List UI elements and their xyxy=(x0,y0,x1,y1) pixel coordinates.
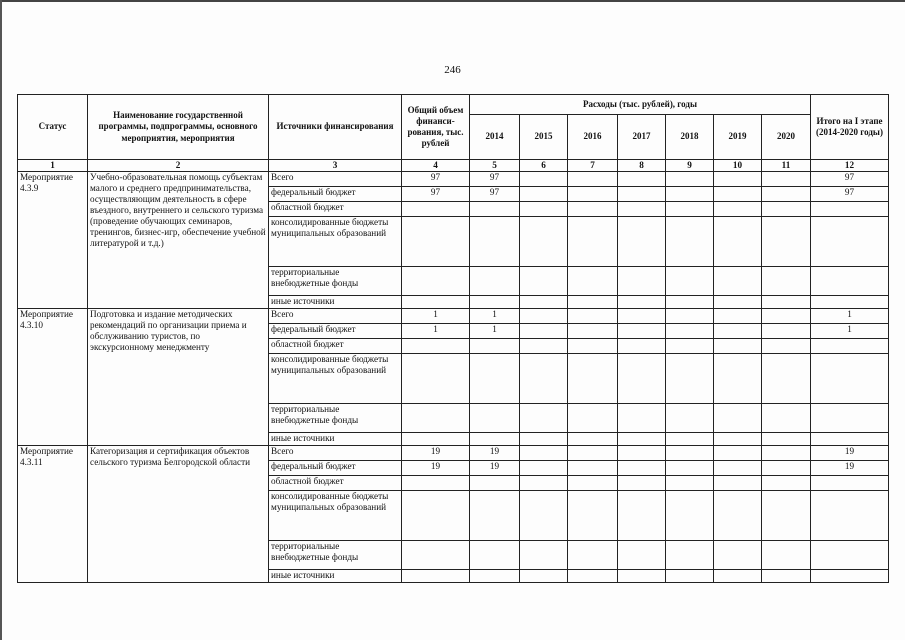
empty-year-cell xyxy=(568,476,618,491)
funding-source: Всего xyxy=(269,309,402,324)
empty-year-cell xyxy=(568,267,618,296)
year-2014-value xyxy=(470,339,520,354)
header-name: Наименование государственной программы, подпрограммы, основного мероприятия, мероприятия xyxy=(88,95,269,160)
empty-year-cell xyxy=(666,202,714,217)
empty-year-cell xyxy=(520,217,568,267)
column-number: 3 xyxy=(269,160,402,172)
stage-total-value xyxy=(811,433,889,446)
funding-source: консолидированные бюджеты муниципальных образований xyxy=(269,354,402,404)
total-value xyxy=(402,296,470,309)
funding-source: иные источники xyxy=(269,296,402,309)
empty-year-cell xyxy=(520,433,568,446)
empty-year-cell xyxy=(618,324,666,339)
event-name: Категоризация и сертификация объектов сельского туризма Белгородской области xyxy=(88,446,269,583)
year-2014-value xyxy=(470,570,520,583)
empty-year-cell xyxy=(520,476,568,491)
table-body xyxy=(18,172,889,583)
empty-year-cell xyxy=(568,570,618,583)
empty-year-cell xyxy=(762,354,811,404)
table-row xyxy=(18,309,889,324)
empty-year-cell xyxy=(714,339,762,354)
stage-total-value xyxy=(811,354,889,404)
empty-year-cell xyxy=(762,570,811,583)
stage-total-value: 19 xyxy=(811,446,889,461)
year-2014-value xyxy=(470,202,520,217)
total-value: 97 xyxy=(402,187,470,202)
empty-year-cell xyxy=(568,296,618,309)
empty-year-cell xyxy=(762,446,811,461)
column-numbers-row xyxy=(18,160,889,172)
empty-year-cell xyxy=(762,296,811,309)
empty-year-cell xyxy=(520,202,568,217)
year-2014-value: 1 xyxy=(470,324,520,339)
empty-year-cell xyxy=(520,339,568,354)
empty-year-cell xyxy=(618,570,666,583)
empty-year-cell xyxy=(666,217,714,267)
total-value xyxy=(402,476,470,491)
header-sources: Источники финансирования xyxy=(269,95,402,160)
empty-year-cell xyxy=(714,324,762,339)
funding-source: иные источники xyxy=(269,570,402,583)
empty-year-cell xyxy=(618,433,666,446)
empty-year-cell xyxy=(666,541,714,570)
empty-year-cell xyxy=(714,570,762,583)
year-2014-value: 1 xyxy=(470,309,520,324)
empty-year-cell xyxy=(666,476,714,491)
empty-year-cell xyxy=(520,461,568,476)
stage-total-value xyxy=(811,541,889,570)
empty-year-cell xyxy=(762,267,811,296)
empty-year-cell xyxy=(714,461,762,476)
empty-year-cell xyxy=(568,491,618,541)
empty-year-cell xyxy=(618,541,666,570)
funding-source: федеральный бюджет xyxy=(269,461,402,476)
empty-year-cell xyxy=(618,404,666,433)
empty-year-cell xyxy=(666,324,714,339)
empty-year-cell xyxy=(762,404,811,433)
empty-year-cell xyxy=(714,476,762,491)
year-2014-value: 19 xyxy=(470,461,520,476)
total-value xyxy=(402,354,470,404)
empty-year-cell xyxy=(714,541,762,570)
page-number: 246 xyxy=(444,64,461,76)
empty-year-cell xyxy=(618,267,666,296)
empty-year-cell xyxy=(666,354,714,404)
empty-year-cell xyxy=(618,461,666,476)
header-expenses: Расходы (тыс. рублей), годы xyxy=(470,95,811,115)
stage-total-value xyxy=(811,570,889,583)
empty-year-cell xyxy=(618,491,666,541)
empty-year-cell xyxy=(666,339,714,354)
header-year: 2016 xyxy=(568,115,618,160)
empty-year-cell xyxy=(520,354,568,404)
empty-year-cell xyxy=(618,296,666,309)
funding-source: консолидированные бюджеты муниципальных образований xyxy=(269,217,402,267)
total-value: 19 xyxy=(402,446,470,461)
empty-year-cell xyxy=(666,404,714,433)
empty-year-cell xyxy=(666,491,714,541)
empty-year-cell xyxy=(568,461,618,476)
funding-source: территориальные внебюджетные фонды xyxy=(269,267,402,296)
empty-year-cell xyxy=(520,267,568,296)
stage-total-value xyxy=(811,202,889,217)
empty-year-cell xyxy=(520,309,568,324)
empty-year-cell xyxy=(714,404,762,433)
column-number: 12 xyxy=(811,160,889,172)
empty-year-cell xyxy=(618,202,666,217)
header-year: 2019 xyxy=(714,115,762,160)
empty-year-cell xyxy=(714,172,762,187)
stage-total-value xyxy=(811,296,889,309)
column-number: 11 xyxy=(762,160,811,172)
column-number: 10 xyxy=(714,160,762,172)
year-2014-value xyxy=(470,217,520,267)
event-status: Мероприятие 4.3.11 xyxy=(18,446,88,583)
column-number: 8 xyxy=(618,160,666,172)
column-number: 4 xyxy=(402,160,470,172)
empty-year-cell xyxy=(618,187,666,202)
header-year: 2020 xyxy=(762,115,811,160)
total-value xyxy=(402,491,470,541)
empty-year-cell xyxy=(520,446,568,461)
year-2014-value xyxy=(470,541,520,570)
total-value xyxy=(402,202,470,217)
funding-source: областной бюджет xyxy=(269,202,402,217)
event-name: Подготовка и издание методических рекомендаций по организации приема и обслуживанию туристов, по экскурсионному менеджменту xyxy=(88,309,269,446)
empty-year-cell xyxy=(762,202,811,217)
empty-year-cell xyxy=(520,491,568,541)
funding-source: консолидированные бюджеты муниципальных образований xyxy=(269,491,402,541)
empty-year-cell xyxy=(714,296,762,309)
stage-total-value xyxy=(811,491,889,541)
empty-year-cell xyxy=(568,202,618,217)
total-value xyxy=(402,541,470,570)
empty-year-cell xyxy=(714,433,762,446)
empty-year-cell xyxy=(618,354,666,404)
empty-year-cell xyxy=(568,217,618,267)
stage-total-value: 97 xyxy=(811,187,889,202)
year-2014-value xyxy=(470,476,520,491)
empty-year-cell xyxy=(666,187,714,202)
year-2014-value xyxy=(470,296,520,309)
empty-year-cell xyxy=(762,309,811,324)
funding-source: территориальные внебюджетные фонды xyxy=(269,541,402,570)
total-value: 97 xyxy=(402,172,470,187)
stage-total-value xyxy=(811,217,889,267)
empty-year-cell xyxy=(762,476,811,491)
header-year: 2014 xyxy=(470,115,520,160)
empty-year-cell xyxy=(762,491,811,541)
empty-year-cell xyxy=(568,309,618,324)
total-value xyxy=(402,217,470,267)
year-2014-value: 97 xyxy=(470,172,520,187)
funding-source: федеральный бюджет xyxy=(269,324,402,339)
empty-year-cell xyxy=(714,446,762,461)
event-name: Учебно-образовательная помощь субъектам малого и среднего предпринимательства, осуществляющим деятельность в сфере въездного, внутреннего и сельского туризма (проведение обучающих семинаров, тренингов, бизнес-игр, обеспечение учебной литературой и т.д.) xyxy=(88,172,269,309)
table-header xyxy=(18,95,889,172)
header-year: 2018 xyxy=(666,115,714,160)
header-stage-total: Итого на I этапе (2014-2020 годы) xyxy=(811,95,889,160)
empty-year-cell xyxy=(762,339,811,354)
year-2014-value: 97 xyxy=(470,187,520,202)
funding-source: Всего xyxy=(269,172,402,187)
year-2014-value xyxy=(470,354,520,404)
empty-year-cell xyxy=(520,404,568,433)
empty-year-cell xyxy=(568,446,618,461)
event-status: Мероприятие 4.3.9 xyxy=(18,172,88,309)
header-status: Статус xyxy=(18,95,88,160)
empty-year-cell xyxy=(520,570,568,583)
year-2014-value: 19 xyxy=(470,446,520,461)
stage-total-value: 1 xyxy=(811,324,889,339)
empty-year-cell xyxy=(762,217,811,267)
empty-year-cell xyxy=(762,187,811,202)
empty-year-cell xyxy=(618,339,666,354)
empty-year-cell xyxy=(568,187,618,202)
empty-year-cell xyxy=(618,446,666,461)
empty-year-cell xyxy=(762,461,811,476)
empty-year-cell xyxy=(520,187,568,202)
empty-year-cell xyxy=(666,267,714,296)
column-number: 9 xyxy=(666,160,714,172)
expenses-table xyxy=(17,94,889,583)
funding-source: областной бюджет xyxy=(269,476,402,491)
empty-year-cell xyxy=(568,433,618,446)
header-total: Общий объем финанси-рования, тыс. рублей xyxy=(402,95,470,160)
empty-year-cell xyxy=(666,433,714,446)
stage-total-value xyxy=(811,339,889,354)
empty-year-cell xyxy=(666,309,714,324)
total-value xyxy=(402,267,470,296)
total-value: 19 xyxy=(402,461,470,476)
empty-year-cell xyxy=(666,172,714,187)
empty-year-cell xyxy=(762,324,811,339)
empty-year-cell xyxy=(568,354,618,404)
empty-year-cell xyxy=(520,541,568,570)
empty-year-cell xyxy=(520,172,568,187)
funding-source: территориальные внебюджетные фонды xyxy=(269,404,402,433)
header-year: 2017 xyxy=(618,115,666,160)
stage-total-value: 97 xyxy=(811,172,889,187)
funding-source: Всего xyxy=(269,446,402,461)
empty-year-cell xyxy=(618,476,666,491)
empty-year-cell xyxy=(618,309,666,324)
year-2014-value xyxy=(470,404,520,433)
empty-year-cell xyxy=(520,296,568,309)
empty-year-cell xyxy=(666,570,714,583)
empty-year-cell xyxy=(618,172,666,187)
total-value xyxy=(402,339,470,354)
year-2014-value xyxy=(470,267,520,296)
empty-year-cell xyxy=(714,267,762,296)
column-number: 6 xyxy=(520,160,568,172)
table-row xyxy=(18,172,889,187)
empty-year-cell xyxy=(762,172,811,187)
empty-year-cell xyxy=(714,202,762,217)
total-value xyxy=(402,570,470,583)
empty-year-cell xyxy=(618,217,666,267)
stage-total-value: 1 xyxy=(811,309,889,324)
year-2014-value xyxy=(470,491,520,541)
stage-total-value: 19 xyxy=(811,461,889,476)
header-year: 2015 xyxy=(520,115,568,160)
empty-year-cell xyxy=(714,354,762,404)
funding-source: иные источники xyxy=(269,433,402,446)
empty-year-cell xyxy=(714,309,762,324)
stage-total-value xyxy=(811,404,889,433)
column-number: 1 xyxy=(18,160,88,172)
stage-total-value xyxy=(811,476,889,491)
empty-year-cell xyxy=(568,339,618,354)
empty-year-cell xyxy=(714,217,762,267)
year-2014-value xyxy=(470,433,520,446)
empty-year-cell xyxy=(666,296,714,309)
event-status: Мероприятие 4.3.10 xyxy=(18,309,88,446)
total-value xyxy=(402,433,470,446)
empty-year-cell xyxy=(568,172,618,187)
table-row xyxy=(18,446,889,461)
empty-year-cell xyxy=(568,404,618,433)
funding-source: областной бюджет xyxy=(269,339,402,354)
empty-year-cell xyxy=(714,491,762,541)
empty-year-cell xyxy=(762,541,811,570)
total-value: 1 xyxy=(402,324,470,339)
empty-year-cell xyxy=(714,187,762,202)
column-number: 5 xyxy=(470,160,520,172)
empty-year-cell xyxy=(520,324,568,339)
empty-year-cell xyxy=(666,461,714,476)
empty-year-cell xyxy=(666,446,714,461)
scan-edge-top xyxy=(0,0,905,2)
empty-year-cell xyxy=(568,324,618,339)
empty-year-cell xyxy=(762,433,811,446)
column-number: 2 xyxy=(88,160,269,172)
stage-total-value xyxy=(811,267,889,296)
total-value: 1 xyxy=(402,309,470,324)
funding-source: федеральный бюджет xyxy=(269,187,402,202)
column-number: 7 xyxy=(568,160,618,172)
total-value xyxy=(402,404,470,433)
empty-year-cell xyxy=(568,541,618,570)
scan-edge-left xyxy=(0,0,2,640)
